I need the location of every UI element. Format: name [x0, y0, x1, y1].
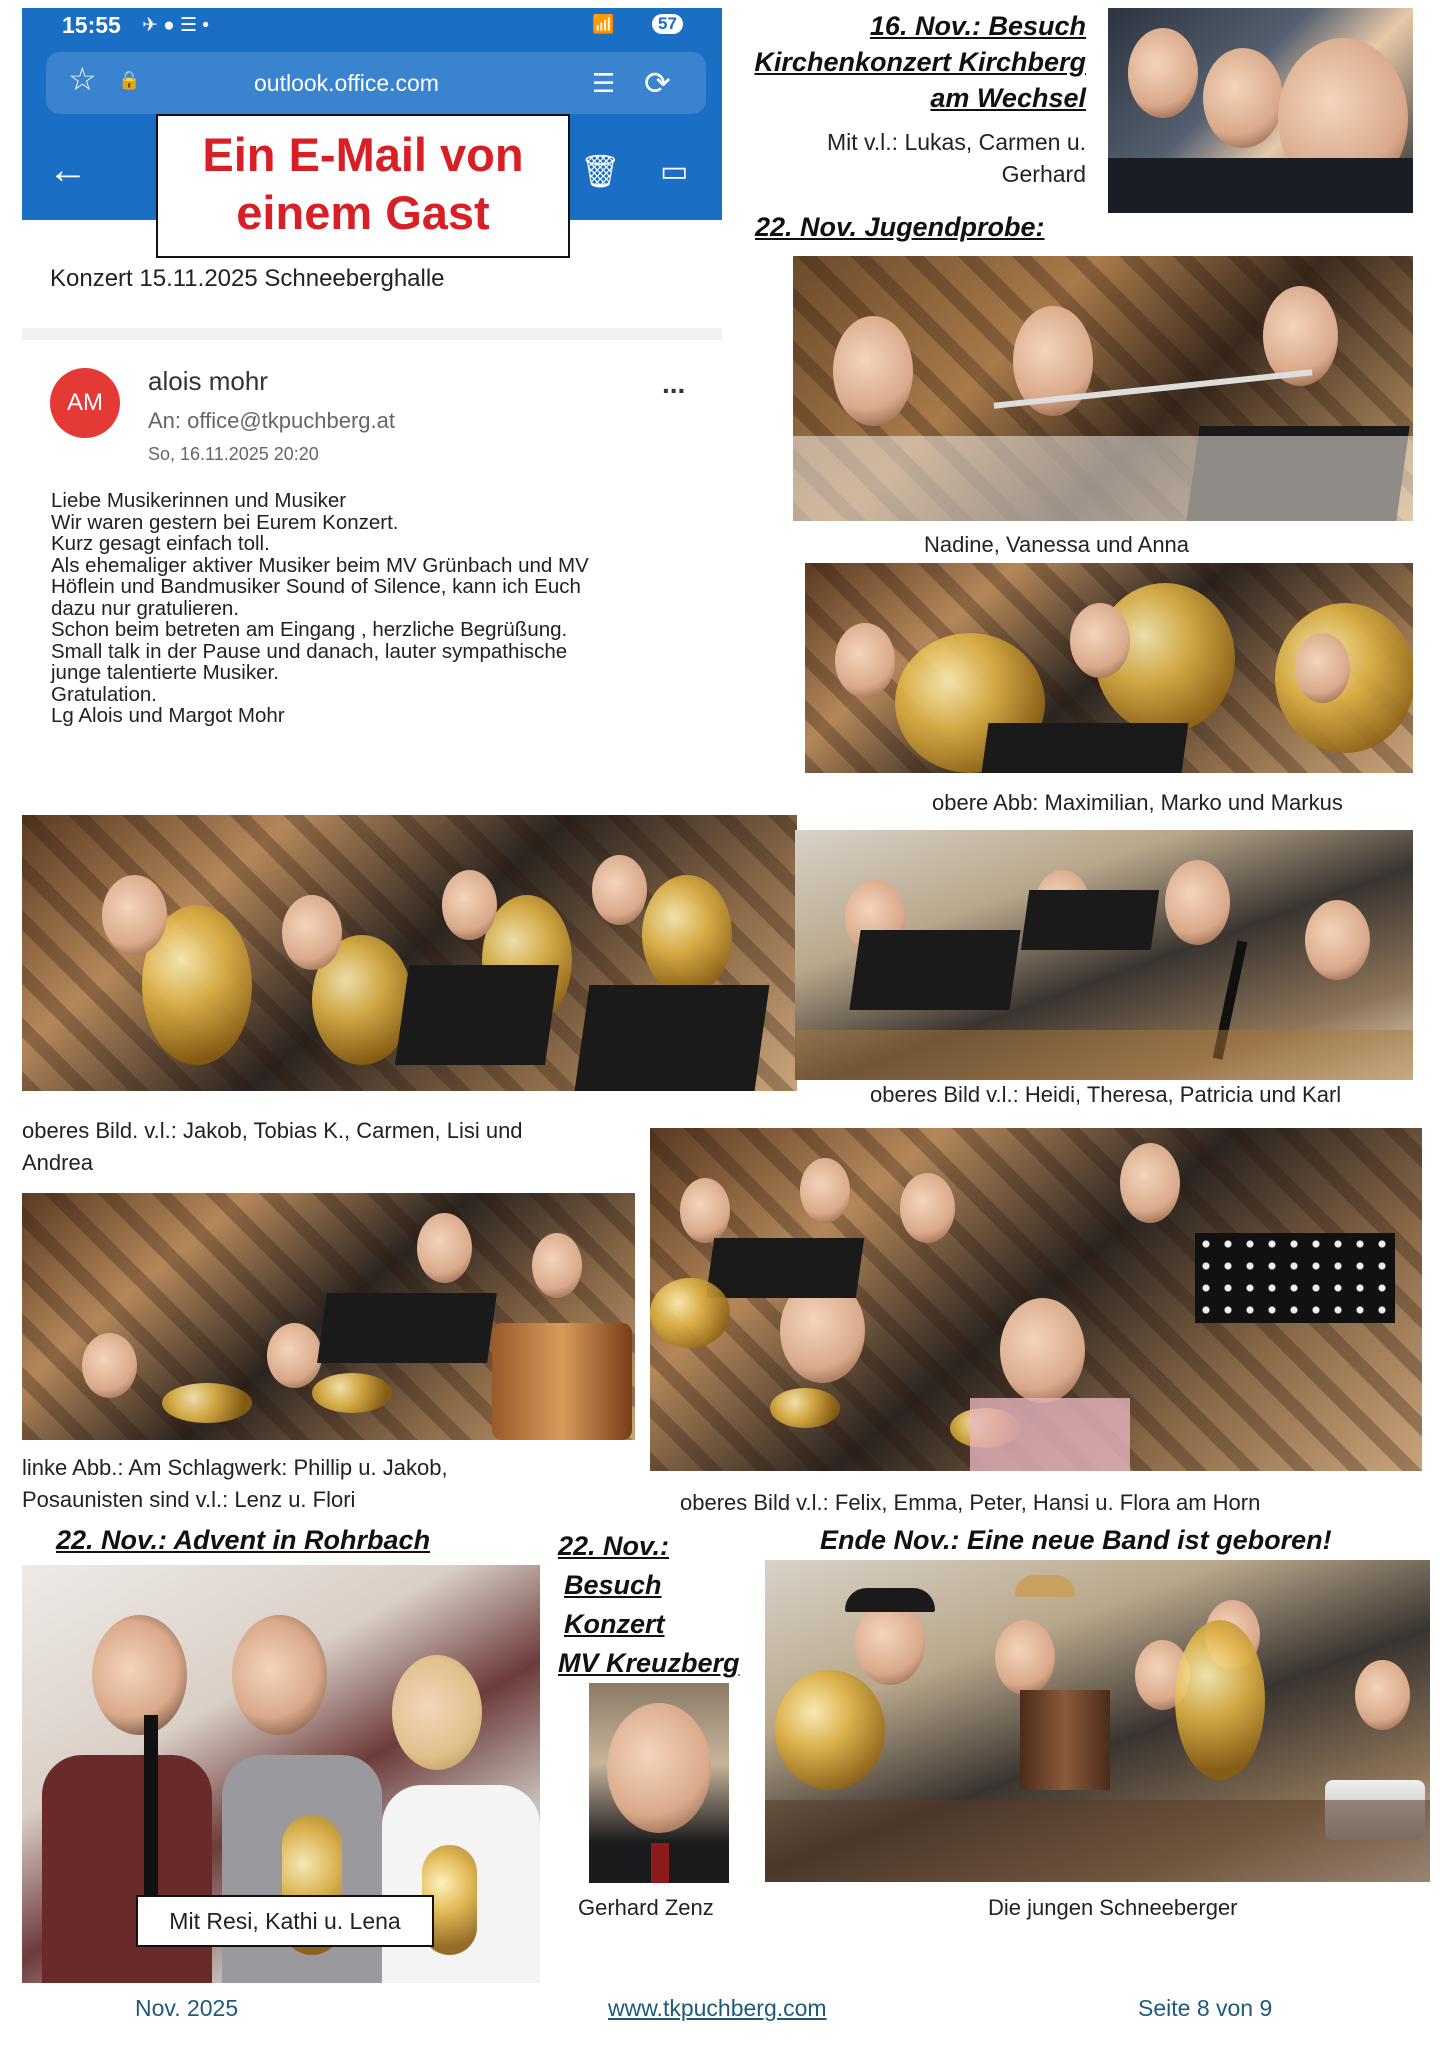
face — [1070, 603, 1130, 678]
photo-flutes — [793, 256, 1413, 521]
face — [835, 623, 895, 698]
kirchberg-title-line: am Wechsel — [930, 83, 1086, 113]
caption-schneeberger: Die jungen Schneeberger — [988, 1895, 1238, 1920]
floor — [795, 1030, 1413, 1080]
back-arrow-icon[interactable]: ← — [48, 148, 88, 192]
face — [995, 1620, 1055, 1695]
email-screenshot — [22, 8, 722, 808]
kreuzberg-title-line: Besuch — [564, 1570, 662, 1600]
photo-kirchberg-selfie — [1108, 8, 1413, 213]
star-icon[interactable]: ☆ — [68, 61, 97, 97]
sender-name[interactable]: alois mohr — [148, 366, 268, 396]
photo-gerhard — [589, 1683, 729, 1883]
music-stand — [706, 1238, 864, 1298]
avatar[interactable]: AM — [50, 368, 120, 438]
music-stand — [395, 965, 559, 1065]
kirchberg-title-line: Kirchenkonzert Kirchberg — [754, 47, 1086, 77]
footer-date: Nov. 2025 — [135, 1995, 239, 2021]
email-body-line: junge talentierte Musiker. — [51, 661, 279, 684]
status-icons: ✈ ● ☰ • — [142, 15, 209, 36]
accordion — [1020, 1690, 1110, 1790]
music-stand — [981, 723, 1188, 773]
suit — [1108, 158, 1413, 213]
photo-trumpets — [650, 1128, 1422, 1471]
face — [1000, 1298, 1085, 1403]
caption-felix: oberes Bild v.l.: Felix, Emma, Peter, Hansi u. Flora am Horn — [680, 1490, 1261, 1515]
reload-icon[interactable]: ⟳ — [644, 65, 671, 101]
face — [282, 895, 342, 970]
face — [532, 1233, 582, 1298]
kirchberg-caption — [827, 126, 1086, 190]
email-body-line: Wir waren gestern bei Eurem Konzert. — [51, 510, 399, 534]
face — [417, 1213, 472, 1283]
bass-drum — [492, 1323, 632, 1440]
photo-tubas-boys — [805, 563, 1413, 773]
photo-euphoniums — [22, 815, 797, 1091]
euphonium — [642, 875, 732, 995]
face — [392, 1655, 482, 1770]
tuba — [1175, 1620, 1265, 1780]
kreuzberg-title-line: MV Kreuzberg — [558, 1648, 740, 1678]
email-body-line: Small talk in der Pause und danach, lauter sympathische — [51, 639, 568, 663]
signal-icon: 📶 — [592, 14, 615, 34]
music-stand — [317, 1293, 497, 1363]
advent-title: 22. Nov.: Advent in Rohrbach — [56, 1525, 431, 1555]
face — [92, 1615, 187, 1735]
horn — [650, 1278, 730, 1348]
overlay-title-line1: Ein E-Mail von — [202, 128, 524, 181]
caption-gerhard: Gerhard Zenz — [578, 1895, 714, 1920]
url-text[interactable]: outlook.office.com — [254, 70, 439, 96]
lederhosen — [765, 1800, 1430, 1882]
kreuzberg-title-line: Konzert — [564, 1609, 665, 1639]
caption-heidi: oberes Bild v.l.: Heidi, Theresa, Patricia und Karl — [870, 1082, 1342, 1107]
reader-icon[interactable]: ☰ — [592, 68, 616, 98]
music-stand — [849, 930, 1020, 1010]
caption-jakob-line: Andrea — [22, 1150, 93, 1175]
kirchberg-title-line: 16. Nov.: Besuch — [869, 11, 1086, 41]
music-stand — [575, 985, 770, 1091]
face — [102, 875, 167, 955]
face — [1120, 1143, 1180, 1223]
caption-jakob-line: oberes Bild. v.l.: Jakob, Tobias K., Carmen, Lisi und — [22, 1118, 523, 1143]
email-body-line: Schon beim betreten am Eingang , herzliche Begrüßung. — [51, 618, 568, 641]
email-body-line: Liebe Musikerinnen und Musiker — [51, 489, 347, 512]
face — [442, 870, 497, 940]
face — [855, 1600, 925, 1685]
face — [1165, 860, 1230, 945]
kreuzberg-title-line: 22. Nov.: — [558, 1531, 670, 1561]
band-title: Ende Nov.: Eine neue Band ist geboren! — [820, 1525, 1332, 1555]
kreuzberg-title — [558, 1527, 740, 1683]
horn — [775, 1670, 885, 1790]
pink-jacket — [970, 1398, 1130, 1471]
email-body-line: Als ehemaliger aktiver Musiker beim MV Grünbach und MV — [51, 553, 589, 577]
face — [1355, 1660, 1410, 1730]
footer-page: Seite 8 von 9 — [1138, 1995, 1273, 2021]
recipient: An: office@tkpuchberg.at — [148, 408, 395, 433]
face — [607, 1703, 711, 1833]
email-body-line: Kurz gesagt einfach toll. — [51, 532, 270, 555]
email-body — [51, 490, 711, 727]
archive-icon[interactable]: ▭ — [660, 155, 689, 188]
perforated-stand — [1195, 1233, 1395, 1323]
email-body-line: Gratulation. — [51, 682, 157, 706]
kirchberg-caption-line: Mit v.l.: Lukas, Carmen u. — [826, 129, 1086, 155]
photo-percussion — [22, 1193, 635, 1440]
email-subject: Konzert 15.11.2025 Schneeberghalle — [50, 265, 445, 292]
kirchberg-title — [754, 8, 1086, 116]
delete-icon[interactable]: 🗑 — [580, 153, 621, 189]
face — [900, 1173, 955, 1243]
face — [800, 1158, 850, 1223]
overlay-title-line2: einem Gast — [236, 186, 490, 239]
kirchberg-caption-line: Gerhard — [1001, 161, 1086, 187]
face — [1128, 28, 1198, 118]
caption-schlagwerk-line: Posaunisten sind v.l.: Lenz u. Flori — [22, 1487, 356, 1512]
subject-divider — [22, 328, 722, 340]
sweater — [793, 436, 1413, 521]
music-stand — [1021, 890, 1159, 950]
jugendprobe-title: 22. Nov. Jugendprobe: — [755, 212, 1045, 242]
battery-badge: 57 — [652, 14, 683, 34]
face — [232, 1615, 327, 1735]
more-icon[interactable]: ... — [662, 368, 686, 399]
email-body-line: Lg Alois und Margot Mohr — [51, 704, 285, 727]
face — [680, 1178, 730, 1243]
status-time: 15:55 — [62, 12, 121, 38]
face — [267, 1323, 322, 1388]
hat — [1015, 1575, 1075, 1597]
red-sweater — [42, 1755, 212, 1983]
caption-maximilian: obere Abb: Maximilian, Marko und Markus — [932, 790, 1343, 815]
hat — [845, 1588, 935, 1612]
email-body-line: Höflein und Bandmusiker Sound of Silence, kann ich Euch — [51, 575, 581, 598]
caption-schlagwerk-line: linke Abb.: Am Schlagwerk: Phillip u. Jakob, — [22, 1455, 448, 1480]
trumpet — [770, 1388, 840, 1428]
tie — [651, 1843, 669, 1883]
lock-icon: 🔒 — [118, 70, 141, 90]
face — [82, 1333, 137, 1398]
caption-resi: Mit Resi, Kathi u. Lena — [169, 1908, 401, 1934]
caption-schlagwerk — [22, 1452, 448, 1516]
trombone — [312, 1373, 392, 1413]
email-date: So, 16.11.2025 20:20 — [148, 444, 319, 464]
photo-clarinets — [795, 830, 1413, 1080]
face — [1203, 48, 1283, 148]
email-body-line: dazu nur gratulieren. — [51, 596, 240, 620]
face — [833, 316, 913, 426]
footer-url[interactable]: www.tkpuchberg.com — [608, 1995, 827, 2021]
face — [1295, 633, 1350, 703]
caption-jakob — [22, 1115, 523, 1179]
caption-resi-box — [136, 1895, 434, 1947]
face — [592, 855, 647, 925]
face — [1305, 900, 1370, 980]
caption-nadine: Nadine, Vanessa und Anna — [924, 532, 1190, 557]
trombone — [162, 1383, 252, 1423]
photo-new-band — [765, 1560, 1430, 1882]
overlay-title-box — [156, 114, 570, 258]
